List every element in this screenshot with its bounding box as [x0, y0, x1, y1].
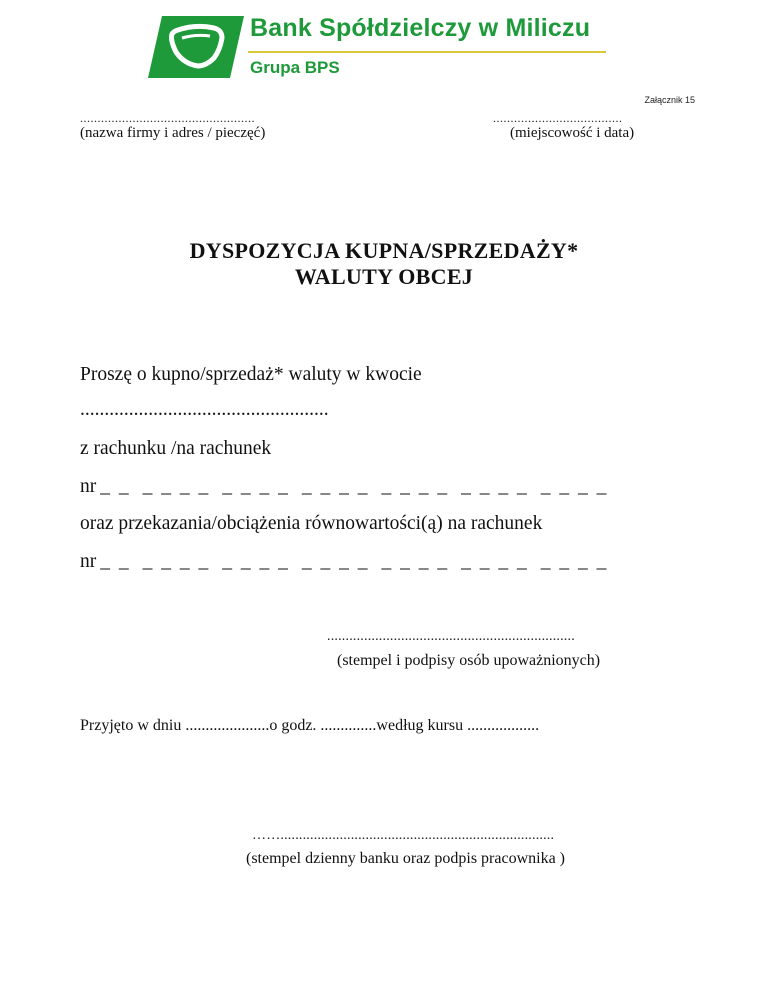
amount-field-dots[interactable]: ................................................... — [80, 399, 329, 420]
account-digit-group: _ _ _ _ — [381, 476, 450, 497]
account-digit-group: _ _ _ _ — [461, 551, 529, 572]
bank-group: Grupa BPS — [250, 58, 340, 77]
account-digit-group: _ _ — [100, 476, 131, 497]
place-date-field-caption: (miejscowość i data) — [510, 125, 635, 141]
request-line: Proszę o kupno/sprzedaż* waluty w kwocie — [80, 364, 422, 385]
account-digit-group: _ _ _ _ — [301, 476, 370, 497]
nr-label: nr — [80, 476, 97, 497]
attachment-label: Załącznik 15 — [644, 95, 695, 105]
bank-name: Bank Spółdzielczy w Miliczu — [250, 14, 591, 42]
bank-name-underline — [248, 51, 606, 53]
account-digit-group: _ _ _ _ — [461, 476, 529, 497]
acceptance-line[interactable]: Przyjęto w dniu .....................o godz. ..............według kursu .................. — [80, 717, 540, 734]
account-number-field-1[interactable] — [80, 476, 620, 498]
account-digit-group: _ _ _ _ — [540, 551, 609, 572]
form-title-line-1: DYSPOZYCJA KUPNA/SPRZEDAŻY* — [189, 238, 579, 263]
place-date-field-dots[interactable]: ..................................... — [493, 111, 623, 125]
account-digit-group: _ _ _ _ — [301, 551, 370, 572]
account-digit-group: _ _ _ _ — [222, 476, 290, 497]
authorized-signature-dots[interactable]: ................................................................... — [327, 629, 575, 644]
company-field-caption: (nazwa firmy i adres / pieczęć) — [80, 125, 266, 141]
account-digit-group: _ _ — [100, 551, 131, 572]
account-number-field-2[interactable] — [80, 551, 620, 573]
bank-logo — [148, 16, 244, 78]
account-digit-group: _ _ _ _ — [142, 551, 211, 572]
account-digit-group: _ _ _ _ — [222, 551, 290, 572]
transfer-line: oraz przekazania/obciążenia równowartości(ą) na rachunek — [80, 513, 543, 534]
account-digit-group: _ _ _ _ — [540, 476, 609, 497]
nr-label: nr — [80, 551, 97, 572]
bank-stamp-dots[interactable]: …….......................................................................... — [252, 828, 555, 843]
account-digit-group: _ _ _ _ — [142, 476, 211, 497]
bank-stamp-caption: (stempel dzienny banku oraz podpis pracownika ) — [246, 850, 566, 867]
form-title-line-2: WALUTY OBCEJ — [294, 264, 474, 289]
account-digit-group: _ _ _ _ — [381, 551, 450, 572]
company-field-dots[interactable]: .................................................. — [80, 111, 255, 125]
account-direction-line: z rachunku /na rachunek — [80, 438, 272, 459]
authorized-signature-caption: (stempel i podpisy osób upoważnionych) — [337, 652, 601, 669]
